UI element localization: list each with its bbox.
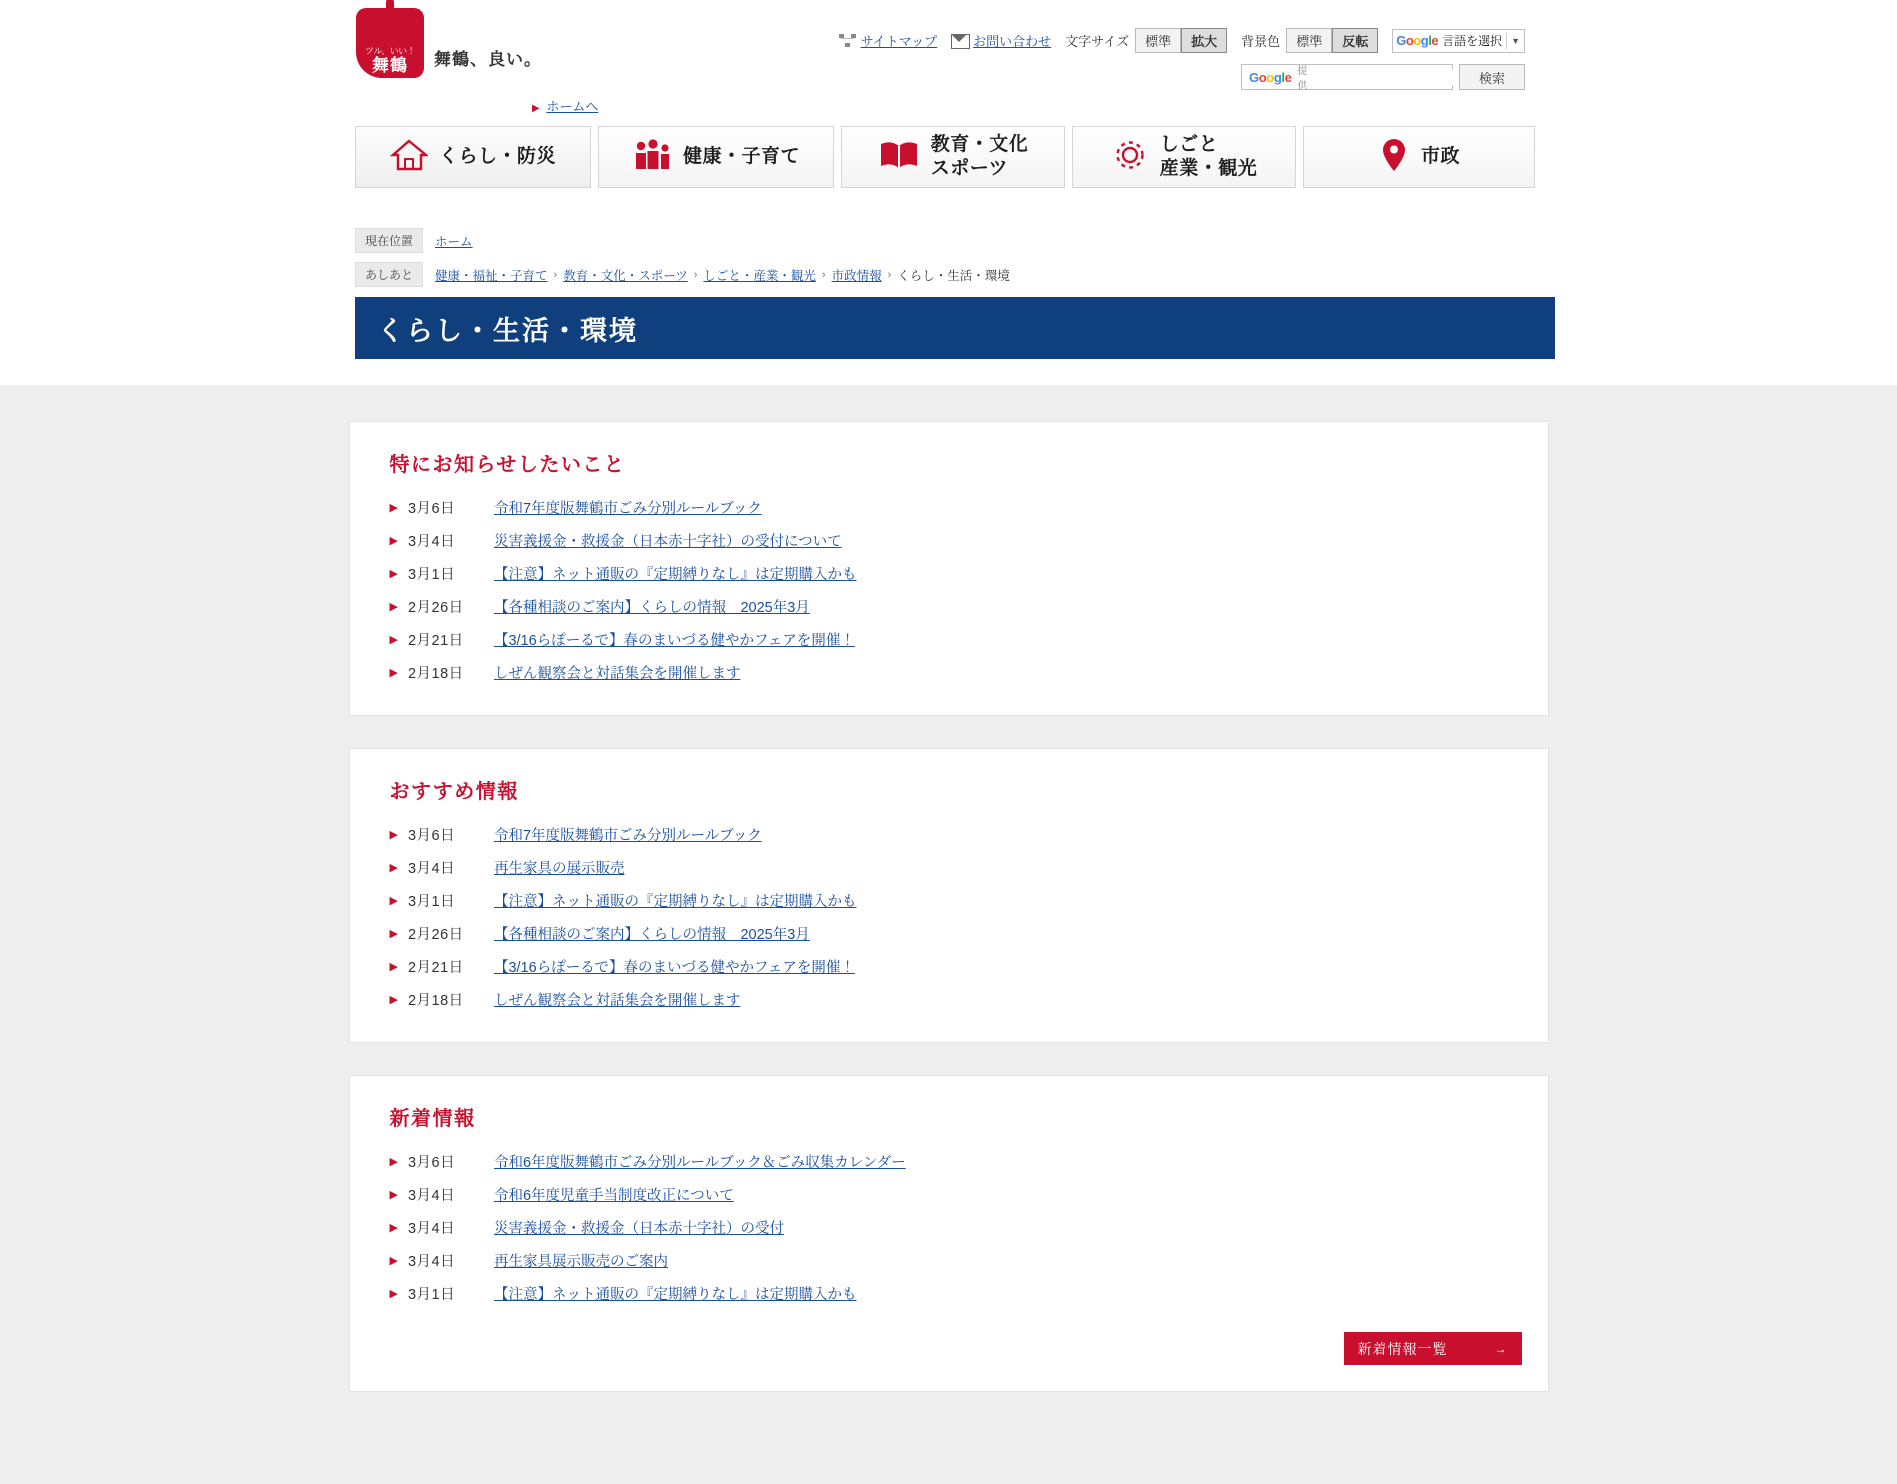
triangle-right-icon: ▶ [389,961,398,973]
breadcrumb [0,212,1897,287]
news-date: 3月4日 [407,534,456,550]
news-date: 3月1日 [407,894,456,910]
chevron-right-icon: › [821,268,826,281]
list-item[interactable] [376,884,1522,917]
utility-bar [839,28,1525,53]
list-item[interactable] [376,1211,1522,1244]
triangle-right-icon: ▶ [389,928,398,940]
gear-icon [1111,136,1149,179]
contact-label[interactable]: お問い合わせ [973,34,1052,49]
list-item[interactable] [376,917,1522,950]
list-item[interactable] [376,524,1522,557]
google-logo-icon: Google [1396,33,1439,48]
chevron-right-icon: › [553,268,558,281]
site-header [0,0,1897,212]
news-date: 3月4日 [407,1188,456,1204]
breadcrumb-link-home[interactable]: ホーム [435,234,473,249]
news-link[interactable]: しぜん観察会と対話集会を開催します [493,666,741,682]
logo-tagline: ツル、いい！ [364,46,416,56]
list-item[interactable] [376,851,1522,884]
new-arrivals-list-button[interactable] [1344,1332,1522,1365]
triangle-right-icon: ▶ [389,1222,398,1234]
nav-item-label [1160,133,1258,181]
mail-icon [951,34,968,47]
breadcrumb-current-tag: 現在位置 [355,228,423,253]
text-size-control [1065,28,1227,53]
background-color-control [1241,28,1378,53]
breadcrumb-trail-item-2[interactable]: 教育・文化・スポーツ [563,268,688,283]
news-date: 2月26日 [407,600,464,616]
news-link[interactable]: 令和6年度版舞鶴市ごみ分別ルールブック＆ごみ収集カレンダー [493,1155,906,1171]
triangle-right-icon: ▶ [389,862,398,874]
nav-item-label-line1: 教育・文化 [930,134,1029,156]
google-logo-icon: Google [1249,69,1292,85]
news-link[interactable]: 【各種相談のご案内】くらしの情報 2025年3月 [493,600,810,616]
news-date: 3月4日 [407,1254,456,1270]
breadcrumb-trail [355,262,1897,287]
home-link[interactable] [532,96,598,115]
background-invert-button[interactable]: 反転 [1332,28,1378,53]
news-date: 3月6日 [407,501,456,517]
triangle-right-icon: ▶ [532,103,540,114]
news-list [376,818,1522,1016]
global-nav [355,126,1535,188]
breadcrumb-current [355,228,1897,253]
search-input-wrap[interactable] [1241,64,1453,90]
triangle-right-icon: ▶ [389,535,398,547]
breadcrumb-trail-item-5: くらし・生活・環境 [897,268,1010,283]
book-icon [878,139,920,176]
nav-item-kyoiku-bunka-sports[interactable] [841,126,1065,188]
news-date: 3月4日 [407,861,456,877]
sitemap-icon [839,34,856,47]
triangle-right-icon: ▶ [389,1156,398,1168]
news-date: 3月4日 [407,1221,456,1237]
nav-item-label: 健康・子育て [682,146,800,168]
news-date: 2月18日 [407,993,464,1009]
logo-mark-icon [356,8,424,78]
pin-icon [1378,137,1410,178]
list-item[interactable] [376,590,1522,623]
news-link[interactable]: 再生家具の展示販売 [493,861,625,877]
list-item[interactable] [376,557,1522,590]
news-link[interactable]: 【注意】ネット通販の『定期縛りなし』は定期購入かも [493,1287,857,1303]
news-link[interactable]: 【注意】ネット通販の『定期縛りなし』は定期購入かも [493,894,857,910]
news-link[interactable]: 令和6年度児童手当制度改正について [493,1188,734,1204]
list-item[interactable] [376,818,1522,851]
nav-item-shigoto-sangyo-kanko[interactable] [1072,126,1296,188]
nav-item-label-line2: 産業・観光 [1159,158,1258,179]
page-title: くらし・生活・環境 [355,297,1555,359]
triangle-right-icon: ▶ [389,1255,398,1267]
panel-title: おすすめ情報 [389,781,519,803]
news-link[interactable]: 【各種相談のご案内】くらしの情報 2025年3月 [493,927,810,943]
search-button[interactable]: 検索 [1459,64,1525,90]
news-link[interactable]: 【注意】ネット通販の『定期縛りなし』は定期購入かも [493,567,857,583]
family-icon [632,138,672,177]
triangle-right-icon: ▶ [389,994,398,1006]
nav-item-label-line2: スポーツ [930,158,1008,179]
nav-item-label: 市政 [1420,146,1460,168]
text-size-large-button[interactable]: 拡大 [1181,28,1227,53]
panel-title: 特にお知らせしたいこと [389,454,626,476]
logo-slogan: 舞鶴、良い。 [434,50,542,69]
sitemap-label[interactable]: サイトマップ [860,34,938,49]
breadcrumb-trail-item-1[interactable]: 健康・福祉・子育て [435,268,548,283]
news-date: 3月6日 [407,1155,456,1171]
list-item[interactable] [376,1145,1522,1178]
text-size-standard-button[interactable]: 標準 [1135,28,1181,53]
breadcrumb-trail-item-4[interactable]: 市政情報 [831,268,882,283]
nav-item-label-line1: しごと [1159,134,1219,156]
news-link[interactable]: 【3/16らぽーるで】春のまいづる健やかフェアを開催！ [493,960,855,976]
panel-special-notices [349,421,1549,716]
home-link-label[interactable]: ホームへ [546,99,599,114]
new-arrivals-list-label: 新着情報一覧 [1357,1340,1448,1357]
list-item[interactable] [376,983,1522,1016]
chevron-down-icon: ▼ [1511,35,1520,46]
news-link[interactable]: 令和7年度版舞鶴市ごみ分別ルールブック [493,828,762,844]
search-input[interactable] [1313,69,1472,85]
main-content [0,385,1897,1484]
sitemap-link[interactable] [839,31,938,50]
search-provider-label: 提供 [1297,66,1308,92]
divider [1506,33,1507,49]
nav-item-shisei[interactable] [1303,126,1535,188]
list-item[interactable] [376,1277,1522,1310]
list-item[interactable] [376,623,1522,656]
news-list [376,1145,1522,1310]
news-date: 2月26日 [407,927,464,943]
triangle-right-icon: ▶ [389,502,398,514]
logo-name: 舞鶴 [372,56,408,75]
nav-item-kenko-kosodate[interactable] [598,126,834,188]
news-link[interactable]: 再生家具展示販売のご案内 [493,1254,668,1270]
triangle-right-icon: ▶ [389,568,398,580]
language-select[interactable] [1392,29,1525,53]
list-item[interactable] [376,950,1522,983]
nav-item-kurashi-bosai[interactable] [355,126,591,188]
news-date: 3月1日 [407,1287,456,1303]
news-date: 3月1日 [407,567,456,583]
news-link[interactable]: しぜん観察会と対話集会を開催します [493,993,741,1009]
list-item[interactable] [376,1244,1522,1277]
site-search [1241,64,1525,90]
language-select-label: 言語を選択 [1442,34,1503,48]
news-date: 2月21日 [407,960,464,976]
site-logo[interactable] [356,8,542,78]
panel-new-arrivals [349,1075,1549,1392]
triangle-right-icon: ▶ [389,1189,398,1201]
news-link[interactable]: 災害義援金・救援金（日本赤十字社）の受付について [493,534,842,550]
list-item[interactable] [376,656,1522,689]
news-list [376,491,1522,689]
news-date: 3月6日 [407,828,456,844]
triangle-right-icon: ▶ [389,1288,398,1300]
nav-item-label: くらし・防災 [438,146,556,168]
panel-footer [376,1332,1522,1365]
panel-title: 新着情報 [389,1108,476,1130]
breadcrumb-trail-item-3[interactable]: しごと・産業・観光 [703,268,816,283]
breadcrumb-trail-tag: あしあと [355,262,423,287]
triangle-right-icon: ▶ [389,829,398,841]
chevron-right-icon: › [693,268,698,281]
panel-recommended-info [349,748,1549,1043]
house-icon [390,138,428,177]
news-date: 2月18日 [407,666,464,682]
background-standard-button[interactable]: 標準 [1286,28,1332,53]
news-link[interactable]: 【3/16らぽーるで】春のまいづる健やかフェアを開催！ [493,633,855,649]
triangle-right-icon: ▶ [389,667,398,679]
triangle-right-icon: ▶ [389,634,398,646]
triangle-right-icon: ▶ [389,601,398,613]
list-item[interactable] [376,1178,1522,1211]
news-link[interactable]: 災害義援金・救援金（日本赤十字社）の受付 [493,1221,784,1237]
text-size-label: 文字サイズ [1065,34,1130,49]
news-date: 2月21日 [407,633,464,649]
news-link[interactable]: 令和7年度版舞鶴市ごみ分別ルールブック [493,501,762,517]
nav-item-label [931,133,1029,181]
list-item[interactable] [376,491,1522,524]
contact-link[interactable] [951,31,1051,50]
triangle-right-icon: ▶ [389,895,398,907]
chevron-right-icon: › [887,268,892,281]
arrow-right-icon: → [1494,1341,1508,1356]
background-color-label: 背景色 [1241,34,1281,49]
